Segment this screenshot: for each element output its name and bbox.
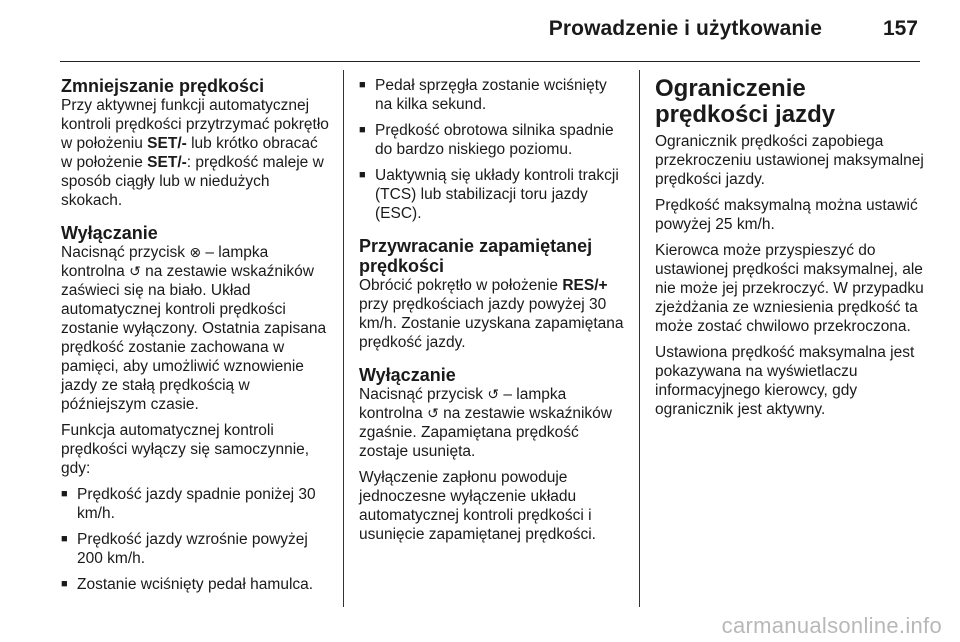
watermark: carmanualsonline.info [721, 613, 942, 638]
paragraph: Ogranicznik prędkości zapobiega przekroczeniu ustawionej maksymalnej prędkości jazdy. [655, 133, 924, 188]
list-item: ■ Prędkość obrotowa silnika spadnie do bardzo niskiego poziomu. [359, 121, 627, 159]
paragraph: Funkcja automatycznej kontroli prędkości wyłączy się samoczynnie, gdy: [61, 422, 310, 477]
column-divider-2 [639, 70, 640, 607]
paragraph: Obrócić pokrętło w położenie RES/+ przy prędkościach jazdy powyżej 30 km/h. Zostanie uzyskana zapamiętana prędkość jazdy. [359, 277, 624, 351]
paragraph: Kierowca może przyspieszyć do ustawionej prędkości maksymalnej, ale nie może jej przekroczyć. W przypadku zjeżdżania ze wzniesienia prędkość ta może zostać chwilowo przekroczona. [655, 242, 924, 335]
column-1 [61, 76, 331, 601]
bullet-list [359, 76, 627, 223]
cruise-control-icon: ↺ [427, 405, 439, 421]
paragraph: Nacisnąć przycisk ↺ – lampka kontrolna ↺ na zestawie wskaźników zgaśnie. Zapamiętana prędkość zostaje usunięta. [359, 386, 612, 460]
paragraph: Ustawiona prędkość maksymalna jest pokazywana na wyświetlaczu informacyjnego kierowcy, gdy ogranicznik jest aktywny. [655, 344, 915, 418]
cruise-control-icon: ↺ [487, 386, 500, 402]
paragraph: Prędkość maksymalną można ustawić powyżej 25 km/h. [655, 197, 918, 233]
paragraph: Wyłączenie zapłonu powoduje jednoczesne wyłączenie układu automatycznej kontroli prędkości i usunięcie zapamiętanej prędkości. [359, 469, 596, 543]
column-2 [359, 76, 627, 551]
cruise-control-icon: ↺ [129, 263, 141, 279]
list-item: ■ Prędkość jazdy spadnie poniżej 30 km/h. [61, 485, 331, 523]
paragraph: Nacisnąć przycisk ⊗ – lampka kontrolna ↺ na zestawie wskaźników zaświeci się na biało. Układ automatycznej kontroli prędkości zostanie wyłączony. Ostatnia zapisana prędkość zostanie zachowana w pamięci, aby umożliwić wznowienie jazdy ze stałą prędkością w późniejszym czasie. [61, 244, 327, 413]
list-item: ■ Zostanie wciśnięty pedał hamulca. [61, 575, 331, 594]
list-item: ■ Uaktywnią się układy kontroli trakcji (TCS) lub stabilizacji toru jazdy (ESC). [359, 166, 627, 223]
bullet-list [61, 485, 331, 594]
column-3 [655, 76, 925, 426]
list-item: ■ Prędkość jazdy wzrośnie powyżej 200 km/h. [61, 530, 331, 568]
section-heading-wylaczanie: Wyłączanie [61, 223, 158, 243]
paragraph: Przy aktywnej funkcji automatycznej kontroli prędkości przytrzymać pokrętło w położeniu SET/- lub krótko obracać w położenie SET/-: prędkość maleje w sposób ciągły lub w niedużych skokach. [61, 97, 329, 209]
section-heading-przywracanie: Przywracanie zapamiętanej prędkości [359, 236, 593, 276]
section-title-ogranicznik: Ograniczenie prędkości jazdy [655, 75, 836, 128]
header-rule [60, 61, 920, 62]
section-heading-zmniejszanie: Zmniejszanie prędkości [61, 76, 265, 96]
header-title: Prowadzenie i użytkowanie [548, 17, 822, 40]
page-number: 157 [882, 17, 918, 40]
page-header [0, 0, 960, 62]
list-item: ■ Pedał sprzęgła zostanie wciśnięty na kilka sekund. [359, 76, 627, 114]
section-heading-wylaczanie-2: Wyłączanie [359, 365, 456, 385]
column-divider-1 [343, 70, 344, 607]
cruise-cancel-icon: ⊗ [189, 244, 202, 260]
